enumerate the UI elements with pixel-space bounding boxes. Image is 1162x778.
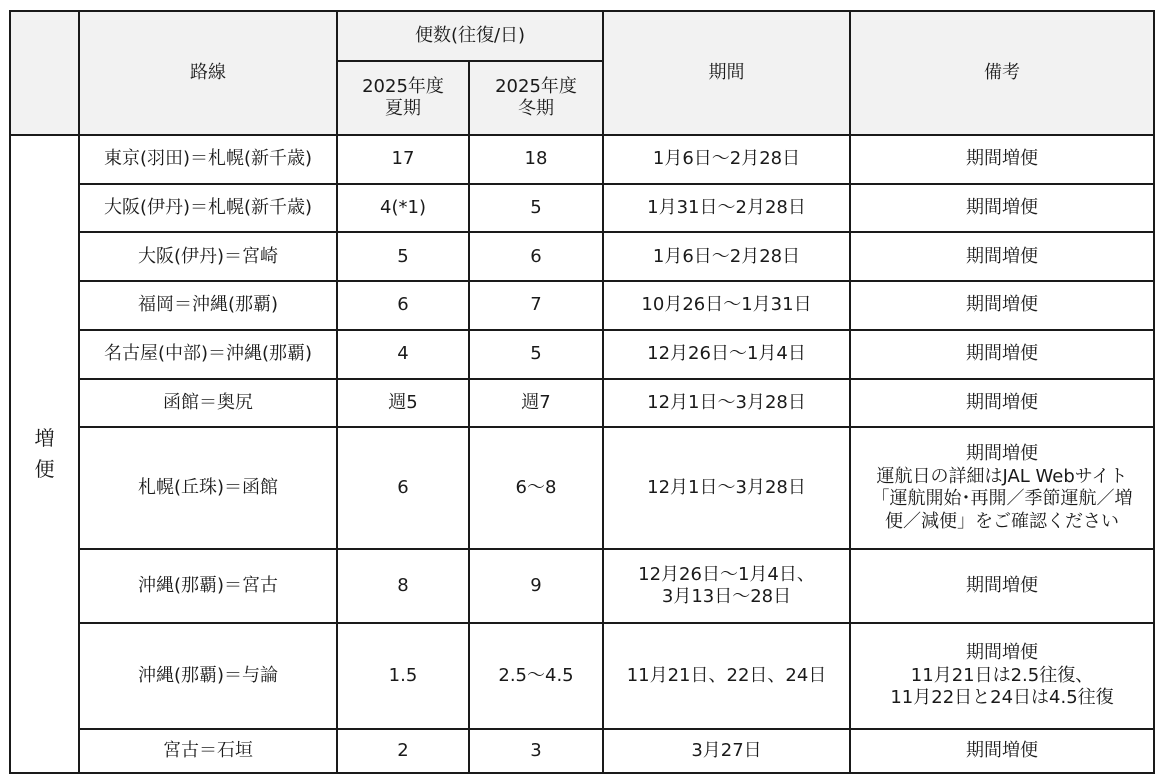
table-row: [10, 135, 1154, 184]
remarks-line: 期間増便: [966, 148, 1039, 170]
remarks-line: 11月21日は2.5往復、: [910, 664, 1094, 686]
route-cell: 札幌(丘珠)＝函館: [79, 427, 337, 549]
period-line: 10月26日～1月31日: [641, 294, 812, 316]
period-line: 12月1日～3月28日: [647, 391, 806, 413]
period-line: 3月27日: [691, 739, 762, 761]
table-header: [10, 11, 1154, 135]
period-cell: [603, 549, 850, 623]
header-summer: [337, 61, 469, 135]
summer-flights-cell: 5: [337, 232, 469, 281]
remarks-cell: [850, 281, 1154, 329]
header-winter-season: 冬期: [518, 98, 554, 119]
summer-flights-cell: 週5: [337, 379, 469, 427]
route-cell: 沖縄(那覇)＝与論: [79, 623, 337, 728]
header-winter: [469, 61, 603, 135]
remarks-cell: [850, 379, 1154, 427]
category-char: 便: [34, 457, 55, 481]
table-row: [10, 549, 1154, 623]
table-row: [10, 330, 1154, 379]
summer-flights-cell: 6: [337, 281, 469, 329]
summer-flights-cell: 1.5: [337, 623, 469, 728]
period-cell: [603, 184, 850, 232]
table-row: [10, 427, 1154, 549]
summer-flights-cell: 2: [337, 729, 469, 773]
remarks-cell: [850, 549, 1154, 623]
remarks-line: 期間増便: [966, 575, 1039, 597]
winter-flights-cell: 9: [469, 549, 603, 623]
winter-flights-cell: 2.5～4.5: [469, 623, 603, 728]
table-body: [10, 135, 1154, 773]
category-label: [35, 423, 55, 485]
remarks-cell: [850, 184, 1154, 232]
route-cell: 福岡＝沖縄(那覇): [79, 281, 337, 329]
summer-flights-cell: 4(*1): [337, 184, 469, 232]
header-flights: 便数(往復/日): [337, 11, 603, 61]
remarks-cell: [850, 729, 1154, 773]
period-line: 12月1日～3月28日: [647, 476, 806, 498]
period-line: 12月26日～1月4日、: [638, 563, 815, 585]
table-row: [10, 281, 1154, 329]
winter-flights-cell: 5: [469, 184, 603, 232]
category-cell: [10, 135, 79, 773]
winter-flights-cell: 週7: [469, 379, 603, 427]
remarks-line: 運航日の詳細はJAL Webサイト: [876, 465, 1128, 487]
remarks-cell: [850, 232, 1154, 281]
header-remarks: 備考: [850, 11, 1154, 135]
table-row: [10, 379, 1154, 427]
table-row: [10, 232, 1154, 281]
summer-flights-cell: 4: [337, 330, 469, 379]
table-row: [10, 184, 1154, 232]
period-cell: [603, 729, 850, 773]
remarks-line: 11月22日と24日は4.5往復: [890, 687, 1114, 709]
period-line: 1月6日～2月28日: [652, 245, 801, 267]
remarks-line: 期間増便: [966, 294, 1039, 316]
period-line: 12月26日～1月4日: [647, 342, 806, 364]
period-line: 11月21日、22日、24日: [626, 664, 827, 686]
period-cell: [603, 623, 850, 728]
period-cell: [603, 330, 850, 379]
remarks-cell: [850, 135, 1154, 184]
winter-flights-cell: 18: [469, 135, 603, 184]
route-cell: 大阪(伊丹)＝宮崎: [79, 232, 337, 281]
remarks-line: 期間増便: [966, 642, 1039, 664]
winter-flights-cell: 7: [469, 281, 603, 329]
summer-flights-cell: 8: [337, 549, 469, 623]
remarks-line: 期間増便: [966, 391, 1039, 413]
period-line: 1月31日～2月28日: [647, 196, 806, 218]
remarks-cell: [850, 623, 1154, 728]
route-cell: 宮古＝石垣: [79, 729, 337, 773]
route-cell: 沖縄(那覇)＝宮古: [79, 549, 337, 623]
period-cell: [603, 232, 850, 281]
period-cell: [603, 135, 850, 184]
period-line: 1月6日～2月28日: [652, 148, 801, 170]
route-cell: 函館＝奥尻: [79, 379, 337, 427]
remarks-cell: [850, 330, 1154, 379]
remarks-line: 期間増便: [966, 196, 1039, 218]
table-row: [10, 623, 1154, 728]
header-summer-season: 夏期: [385, 98, 421, 119]
remarks-line: 期間増便: [966, 739, 1039, 761]
winter-flights-cell: 3: [469, 729, 603, 773]
header-corner-cell: [10, 11, 79, 135]
route-cell: 名古屋(中部)＝沖縄(那覇): [79, 330, 337, 379]
period-cell: [603, 379, 850, 427]
category-char: 増: [34, 426, 55, 450]
summer-flights-cell: 6: [337, 427, 469, 549]
remarks-line: 期間増便: [966, 443, 1039, 465]
remarks-cell: [850, 427, 1154, 549]
period-cell: [603, 281, 850, 329]
period-line: 3月13日～28日: [661, 586, 792, 608]
header-period: 期間: [603, 11, 850, 135]
winter-flights-cell: 6: [469, 232, 603, 281]
summer-flights-cell: 17: [337, 135, 469, 184]
winter-flights-cell: 6～8: [469, 427, 603, 549]
flight-increase-table: [9, 10, 1155, 774]
route-cell: 東京(羽田)＝札幌(新千歳): [79, 135, 337, 184]
remarks-line: 便／減便」をご確認ください: [885, 510, 1120, 532]
remarks-line: 「運航開始･再開／季節運航／増: [871, 488, 1133, 510]
winter-flights-cell: 5: [469, 330, 603, 379]
header-winter-year: 2025年度: [495, 75, 577, 97]
header-route: 路線: [79, 11, 337, 135]
table-row: [10, 729, 1154, 773]
route-cell: 大阪(伊丹)＝札幌(新千歳): [79, 184, 337, 232]
header-summer-year: 2025年度: [362, 75, 444, 97]
period-cell: [603, 427, 850, 549]
remarks-line: 期間増便: [966, 342, 1039, 364]
remarks-line: 期間増便: [966, 245, 1039, 267]
